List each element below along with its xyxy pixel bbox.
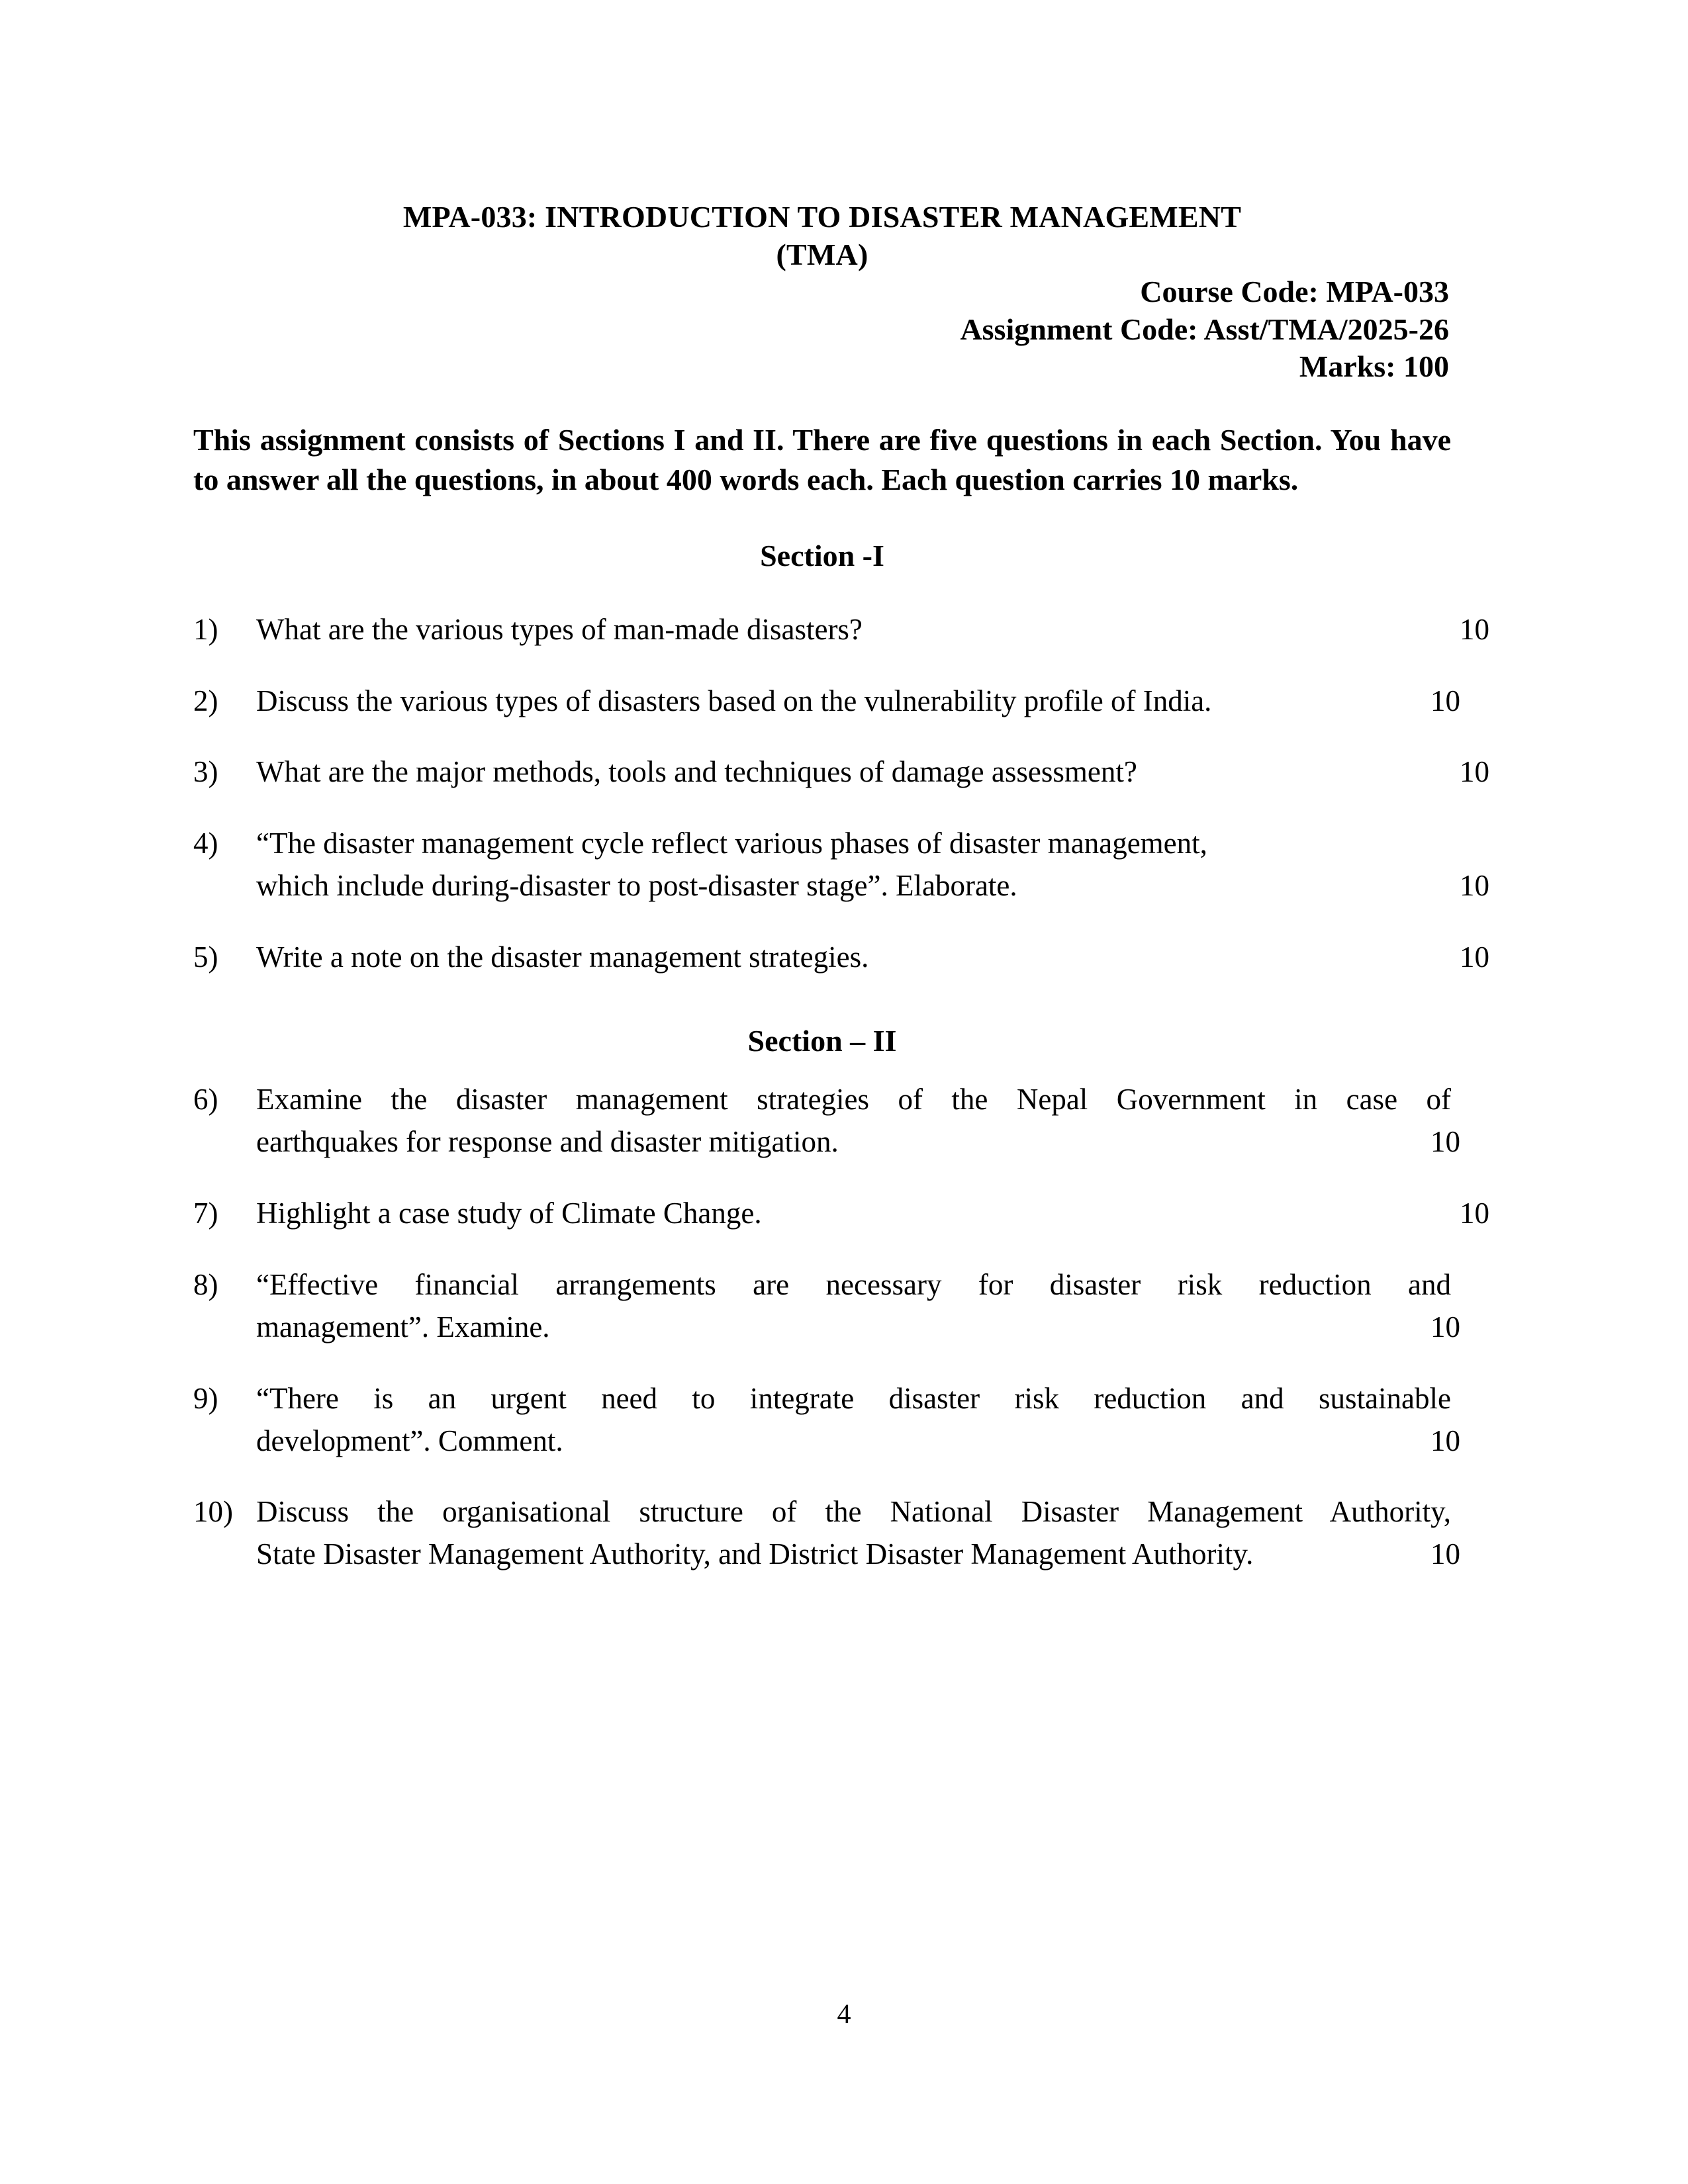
question-line [256, 1193, 1489, 1235]
question-text: “The disaster management cycle reflect various phases of disaster management, [256, 827, 1207, 860]
page-title [193, 0, 1451, 273]
question-line [256, 1121, 1460, 1163]
assignment-code: Assignment Code: Asst/TMA/2025-26 [960, 312, 1449, 346]
question-number: 3) [193, 755, 218, 789]
page-number: 4 [837, 1999, 851, 2030]
question-marks: 10 [1430, 684, 1460, 717]
question-body [256, 1264, 1460, 1349]
question-marks: 10 [1430, 1125, 1460, 1159]
question-body [256, 609, 1489, 651]
question-line [256, 1491, 1451, 1533]
question-marks: 10 [1430, 1310, 1460, 1343]
total-marks: Marks: 100 [1299, 349, 1449, 384]
question-line [256, 1079, 1451, 1121]
question-number: 2) [193, 684, 218, 717]
question-marks: 10 [1460, 755, 1489, 789]
question-line [256, 680, 1460, 723]
question-number: 10) [193, 1495, 233, 1529]
question-item [193, 1491, 1460, 1576]
question-item [193, 1079, 1460, 1163]
question-item [193, 680, 1460, 723]
question-number: 7) [193, 1196, 218, 1230]
question-text: management”. Examine. [256, 1310, 550, 1343]
course-code: Course Code: MPA-033 [1140, 275, 1449, 309]
title-line-1: MPA-033: INTRODUCTION TO DISASTER MANAGEMENT [402, 200, 1242, 234]
question-list-section-2 [193, 1079, 1489, 1576]
question-text: Discuss the organisational structure of the National Disaster Management Authority, [256, 1495, 1451, 1529]
question-text: earthquakes for response and disaster mitigation. [256, 1125, 839, 1159]
question-text: Highlight a case study of Climate Change. [256, 1196, 762, 1230]
question-number: 8) [193, 1267, 218, 1301]
question-line [256, 1420, 1460, 1463]
question-text: development”. Comment. [256, 1424, 563, 1457]
question-body [256, 1079, 1460, 1163]
question-list-section-1 [193, 609, 1489, 979]
question-item [193, 1193, 1489, 1235]
question-line [256, 609, 1489, 651]
question-marks: 10 [1430, 1537, 1460, 1571]
section-heading-2: Section – II [747, 1024, 897, 1058]
question-text: State Disaster Management Authority, and District Disaster Management Authority. [256, 1537, 1254, 1571]
question-line [256, 1378, 1451, 1420]
question-line [256, 1306, 1460, 1349]
question-body [256, 1491, 1460, 1576]
question-line [256, 1533, 1460, 1576]
question-body [256, 1193, 1489, 1235]
question-line [256, 865, 1489, 907]
question-number: 5) [193, 940, 218, 974]
question-marks: 10 [1460, 940, 1489, 974]
course-meta-block [193, 273, 1451, 386]
question-item [193, 751, 1489, 794]
question-body [256, 751, 1489, 794]
question-number: 1) [193, 612, 218, 646]
question-body [256, 1378, 1460, 1463]
question-marks: 10 [1430, 1424, 1460, 1457]
question-body [256, 823, 1489, 907]
question-text: Examine the disaster management strategies of the Nepal Government in case of [256, 1083, 1451, 1116]
question-number: 6) [193, 1083, 218, 1116]
question-item [193, 1378, 1460, 1463]
question-line [256, 823, 1451, 865]
question-text: Write a note on the disaster management strategies. [256, 940, 869, 974]
question-marks: 10 [1460, 1196, 1489, 1230]
question-item [193, 936, 1489, 979]
question-text: “There is an urgent need to integrate disaster risk reduction and sustainable [256, 1381, 1451, 1415]
question-item [193, 823, 1489, 907]
question-body [256, 680, 1460, 723]
question-body [256, 936, 1489, 979]
question-text: which include during-disaster to post-disaster stage”. Elaborate. [256, 869, 1017, 903]
question-text: What are the various types of man-made disasters? [256, 612, 863, 646]
question-marks: 10 [1460, 612, 1489, 646]
question-marks: 10 [1460, 869, 1489, 903]
question-line [256, 1264, 1451, 1306]
question-number: 4) [193, 827, 218, 860]
question-item [193, 1264, 1460, 1349]
assignment-instructions: This assignment consists of Sections I and II. There are five questions in each Section. You have to answer all the questions, in about 400 words each. Each question carries 10 marks. [193, 422, 1451, 496]
question-number: 9) [193, 1381, 218, 1415]
page-content [193, 0, 1489, 1576]
question-text: Discuss the various types of disasters based on the vulnerability profile of India. [256, 684, 1212, 717]
question-line [256, 751, 1489, 794]
section-heading-1: Section -I [760, 539, 884, 573]
question-text: “Effective financial arrangements are necessary for disaster risk reduction and [256, 1267, 1451, 1301]
question-text: What are the major methods, tools and techniques of damage assessment? [256, 755, 1137, 789]
question-item [193, 609, 1489, 651]
question-line [256, 936, 1489, 979]
title-line-2: (TMA) [776, 237, 868, 271]
